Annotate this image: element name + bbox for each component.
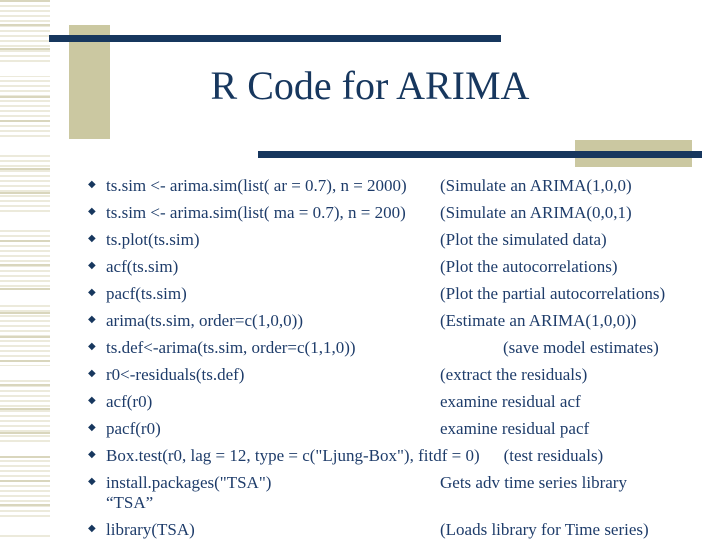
list-item [88, 392, 700, 412]
desc-text: (extract the residuals) [440, 365, 588, 384]
diamond-bullet-icon: ◆ [88, 314, 96, 325]
wrap-block [106, 473, 700, 513]
diamond-bullet-icon: ◆ [88, 260, 96, 271]
page-title: R Code for ARIMA [210, 63, 530, 108]
desc-text: (test residuals) [503, 446, 604, 465]
desc-text: (Simulate an ARIMA(0,0,1) [440, 203, 632, 222]
desc-text: (Plot the simulated data) [440, 230, 607, 249]
code-text: acf(ts.sim) [106, 257, 179, 276]
list-item [88, 338, 700, 358]
code-text: ts.def<-arima(ts.sim, order=c(1,1,0)) [106, 338, 356, 357]
navy-rule-top [49, 35, 501, 42]
desc-text: (Estimate an ARIMA(1,0,0)) [440, 311, 637, 330]
code-text: pacf(r0) [106, 419, 161, 438]
code-text: arima(ts.sim, order=c(1,0,0)) [106, 311, 303, 330]
list-item [88, 311, 700, 331]
list-item [88, 176, 700, 196]
list-item [88, 284, 700, 304]
list-item [88, 419, 700, 439]
list-item [88, 446, 700, 466]
desc-text: (Plot the autocorrelations) [440, 257, 618, 276]
list-item [88, 257, 700, 277]
desc-text: (Loads library for Time series) [440, 520, 649, 539]
code-text: library(TSA) [106, 520, 195, 539]
diamond-bullet-icon: ◆ [88, 449, 96, 460]
code-text: r0<-residuals(ts.def) [106, 365, 245, 384]
diamond-bullet-icon: ◆ [88, 206, 96, 217]
code-text: install.packages("TSA") [106, 473, 272, 492]
code-text: ts.plot(ts.sim) [106, 230, 200, 249]
code-list [88, 176, 700, 540]
diamond-bullet-icon: ◆ [88, 179, 96, 190]
diamond-bullet-icon: ◆ [88, 287, 96, 298]
code-text: ts.sim <- arima.sim(list( ar = 0.7), n = 2000) [106, 176, 407, 195]
list-item [88, 203, 700, 223]
code-text: pacf(ts.sim) [106, 284, 187, 303]
desc-text: examine residual acf [440, 392, 581, 411]
desc-text: (Simulate an ARIMA(1,0,0) [440, 176, 632, 195]
desc-text: Gets adv time series library [440, 473, 627, 492]
diamond-bullet-icon: ◆ [88, 395, 96, 406]
code-text: Box.test(r0, lag = 12, type = c("Ljung-Box"), fitdf = 0) [106, 446, 480, 465]
list-item [88, 365, 700, 385]
list-item [88, 520, 700, 540]
desc-text: examine residual pacf [440, 419, 590, 438]
diamond-bullet-icon: ◆ [88, 476, 96, 487]
code-text: acf(r0) [106, 392, 153, 411]
diamond-bullet-icon: ◆ [88, 233, 96, 244]
list-item [88, 473, 700, 513]
diamond-bullet-icon: ◆ [88, 368, 96, 379]
desc-text: (Plot the partial autocorrelations) [440, 284, 666, 303]
desc-text: (save model estimates) [503, 338, 659, 357]
navy-rule-bottom [258, 151, 702, 158]
code-text: ts.sim <- arima.sim(list( ma = 0.7), n = 200) [106, 203, 406, 222]
diamond-bullet-icon: ◆ [88, 422, 96, 433]
diamond-bullet-icon: ◆ [88, 341, 96, 352]
list-item [88, 230, 700, 250]
desc-wrap-text: “TSA” [106, 493, 154, 512]
diamond-bullet-icon: ◆ [88, 523, 96, 534]
